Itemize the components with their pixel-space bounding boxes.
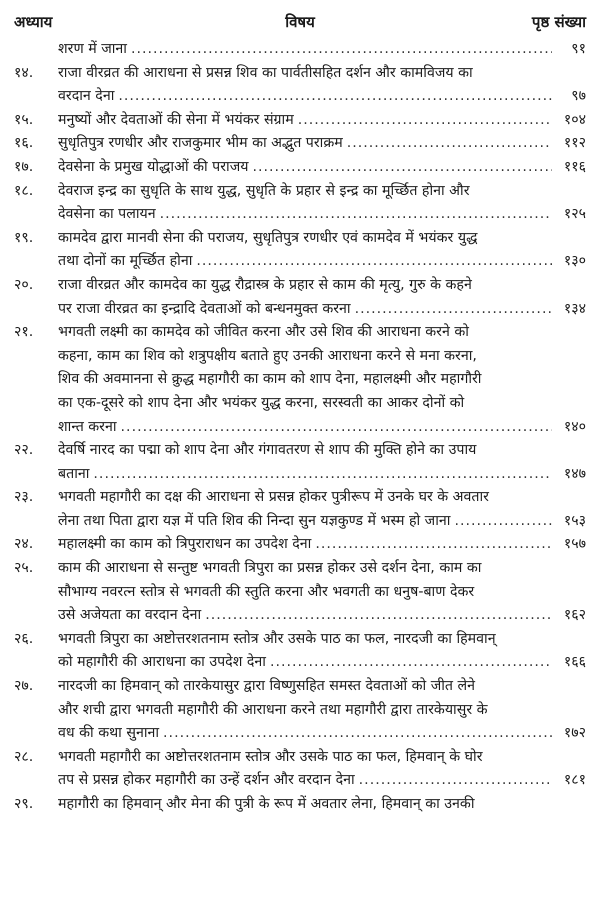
chapter-number: १६.: [14, 135, 34, 152]
chapter-number: २७.: [14, 678, 34, 695]
chapter-number: १८.: [14, 182, 34, 199]
dot-leader: [131, 38, 552, 62]
entry-title-line: और शची द्वारा भगवती महागौरी की आराधना करने तथा महागौरी द्वारा तारकेयासुर के: [58, 701, 488, 718]
page-number: ११६: [563, 158, 586, 175]
entry-title-text: शान्त करना: [58, 418, 117, 435]
chapter-number: २८.: [14, 748, 34, 765]
dot-leader: [355, 298, 552, 322]
toc-entry: [14, 156, 586, 180]
entry-title-line: भगवती महागौरी का दक्ष की आराधना से प्रसन्न होकर पुत्रीरूप में उनके घर के अवतार: [58, 489, 489, 506]
entry-title-line: महागौरी का हिमवान् और मेना की पुत्री के रूप में अवतार लेना, हिमवान् का उनकी: [58, 796, 475, 812]
page-number-column-heading: पृष्ठ संख्या: [531, 13, 586, 31]
toc-entry: [14, 227, 586, 274]
chapter-number: २२.: [14, 442, 34, 459]
chapter-number: १९.: [14, 229, 34, 246]
dot-leader: [359, 769, 552, 793]
chapter-number: २६.: [14, 630, 34, 647]
entry-title-line: [58, 298, 586, 322]
entry-title-line: [58, 533, 586, 557]
toc-entry: [14, 793, 586, 817]
page-number: १३४: [563, 300, 586, 317]
chapter-number: २४.: [14, 536, 34, 553]
toc-entry: [14, 62, 586, 109]
toc-header: [14, 12, 586, 34]
page-number: १४७: [563, 465, 586, 482]
chapter-column-heading: अध्याय: [14, 13, 53, 31]
entry-title-text: तप से प्रसन्न होकर महागौरी का उन्हें दर्शन और वरदान देना: [58, 772, 355, 789]
entry-title-text: तथा दोनों का मूर्च्छित होना: [58, 253, 193, 270]
page-number: १५७: [563, 536, 586, 553]
toc-entry: [14, 628, 586, 675]
entry-title-text: देवसेना के प्रमुख योद्धाओं की पराजय: [58, 158, 249, 175]
page-number: १४०: [563, 418, 586, 435]
entry-title-line: राजा वीरव्रत और कामदेव का युद्ध रौद्रास्त्र के प्रहार से काम की मृत्यु, गुरु के कहने: [58, 276, 472, 293]
dot-leader: [252, 156, 552, 180]
toc-entry: [14, 439, 586, 486]
dot-leader: [93, 463, 552, 487]
subject-column-heading: विषय: [285, 13, 315, 31]
entry-title-line: [58, 156, 586, 180]
chapter-number: २१.: [14, 324, 34, 341]
entry-title-text: पर राजा वीरव्रत का इन्द्रादि देवताओं को बन्धनमुक्त करना: [58, 300, 351, 317]
entry-title-line: देवराज इन्द्र का सुधृति के साथ युद्ध, सुधृति के प्रहार से इन्द्र का मूर्च्छित होना और: [58, 182, 470, 199]
toc-entry: [14, 274, 586, 321]
entry-title-line: [58, 463, 586, 487]
entry-title-text: बताना: [58, 465, 90, 482]
entry-title-line: कामदेव द्वारा मानवी सेना की पराजय, सुधृतिपुत्र रणधीर एवं कामदेव में भयंकर युद्ध: [58, 229, 478, 246]
dot-leader: [298, 109, 552, 133]
page-number: १२५: [563, 206, 586, 223]
toc-entry: [14, 486, 586, 533]
entry-title-line: [58, 203, 586, 227]
page-number: ११२: [563, 135, 586, 152]
dot-leader: [196, 250, 552, 274]
chapter-number: २९.: [14, 796, 34, 812]
entry-title-text: मनुष्यों और देवताओं की सेना में भयंकर संग्राम: [58, 111, 294, 128]
chapter-number: १४.: [14, 64, 34, 81]
entry-title-line: सौभाग्य नवरत्न स्तोत्र से भगवती की स्तुति करना और भवगती का धनुष-बाण देकर: [58, 583, 475, 600]
chapter-number: १७.: [14, 158, 34, 175]
entry-title-line: [58, 416, 586, 440]
page-number: १८१: [563, 772, 586, 789]
dot-leader: [121, 416, 552, 440]
entry-title-text: शरण में जाना: [58, 41, 127, 57]
toc-entry: [14, 321, 586, 439]
entry-title-line: [58, 722, 586, 746]
entry-title-line: [58, 651, 586, 675]
chapter-number: २५.: [14, 560, 34, 577]
entry-title-line: शिव की अवमानना से क्रुद्ध महागौरी का काम को शाप देना, महालक्ष्मी और महागौरी: [58, 371, 482, 388]
entry-title-line: भगवती लक्ष्मी का कामदेव को जीवित करना और उसे शिव की आराधना करने को: [58, 324, 469, 341]
toc-list: [14, 38, 586, 817]
entry-title-text: को महागौरी की आराधना का उपदेश देना: [58, 654, 266, 671]
entry-title-line: [58, 109, 586, 133]
entry-title-line: [58, 38, 586, 62]
entry-title-line: कहना, काम का शिव को शत्रुपक्षीय बताते हुए उनकी आराधना करने से मना करना,: [58, 347, 477, 364]
entry-title-line: भगवती त्रिपुरा का अष्टोत्तरशतनाम स्तोत्र और उसके पाठ का फल, नारदजी का हिमवान्: [58, 630, 496, 647]
entry-title-text: महालक्ष्मी का काम को त्रिपुराराधन का उपदेश देना: [58, 536, 312, 553]
toc-entry: [14, 38, 586, 62]
dot-leader: [270, 651, 552, 675]
chapter-number: २३.: [14, 489, 34, 506]
page-number: १५३: [563, 512, 586, 529]
entry-title-line: का एक-दूसरे को शाप देना और भयंकर युद्ध करना, सरस्वती का आकर दोनों को: [58, 394, 465, 411]
dot-leader: [347, 132, 552, 156]
entry-title-line: [58, 510, 586, 534]
dot-leader: [315, 533, 552, 557]
page-number: ९७: [571, 88, 586, 105]
entry-title-text: सुधृतिपुत्र रणधीर और राजकुमार भीम का अद्भुत पराक्रम: [58, 135, 343, 152]
entry-title-line: [58, 769, 586, 793]
toc-entry: [14, 132, 586, 156]
entry-title-line: देवर्षि नारद का पद्मा को शाप देना और गंगावतरण से शाप की मुक्ति होने का उपाय: [58, 442, 477, 459]
entry-title-text: उसे अजेयता का वरदान देना: [58, 607, 202, 624]
entry-title-line: काम की आराधना से सन्तुष्ट भगवती त्रिपुरा का प्रसन्न होकर उसे दर्शन देना, काम का: [58, 560, 482, 577]
toc-entry: [14, 557, 586, 628]
dot-leader: [454, 510, 552, 534]
entry-title-line: राजा वीरव्रत की आराधना से प्रसन्न शिव का पार्वतीसहित दर्शन और कामविजय का: [58, 64, 473, 81]
entry-title-text: वध की कथा सुनाना: [58, 725, 160, 742]
chapter-number: १५.: [14, 111, 34, 128]
entry-title-line: नारदजी का हिमवान् को तारकेयासुर द्वारा विष्णुसहित समस्त देवताओं को जीत लेने: [58, 678, 476, 695]
page-number: १६२: [563, 607, 586, 624]
entry-title-line: भगवती महागौरी का अष्टोत्तरशतनाम स्तोत्र और उसके पाठ का फल, हिमवान् के घोर: [58, 748, 483, 765]
dot-leader: [118, 85, 552, 109]
page-number: १३०: [563, 253, 586, 270]
entry-title-text: वरदान देना: [58, 88, 115, 105]
toc-entry: [14, 746, 586, 793]
page-number: ९१: [571, 41, 586, 57]
dot-leader: [163, 722, 552, 746]
entry-title-line: [58, 604, 586, 628]
entry-title-text: लेना तथा पिता द्वारा यज्ञ में पति शिव की निन्दा सुन यज्ञकुण्ड में भस्म हो जाना: [58, 512, 451, 529]
page-number: १६६: [563, 654, 586, 671]
entry-title-line: [58, 85, 586, 109]
dot-leader: [205, 604, 552, 628]
entry-title-text: देवसेना का पलायन: [58, 206, 156, 223]
page-number: १७२: [563, 725, 586, 742]
toc-entry: [14, 180, 586, 227]
page-number: १०४: [563, 111, 586, 128]
toc-entry: [14, 109, 586, 133]
toc-entry: [14, 675, 586, 746]
entry-title-line: [58, 250, 586, 274]
chapter-number: २०.: [14, 276, 34, 293]
toc-entry: [14, 533, 586, 557]
entry-title-line: [58, 132, 586, 156]
dot-leader: [160, 203, 552, 227]
